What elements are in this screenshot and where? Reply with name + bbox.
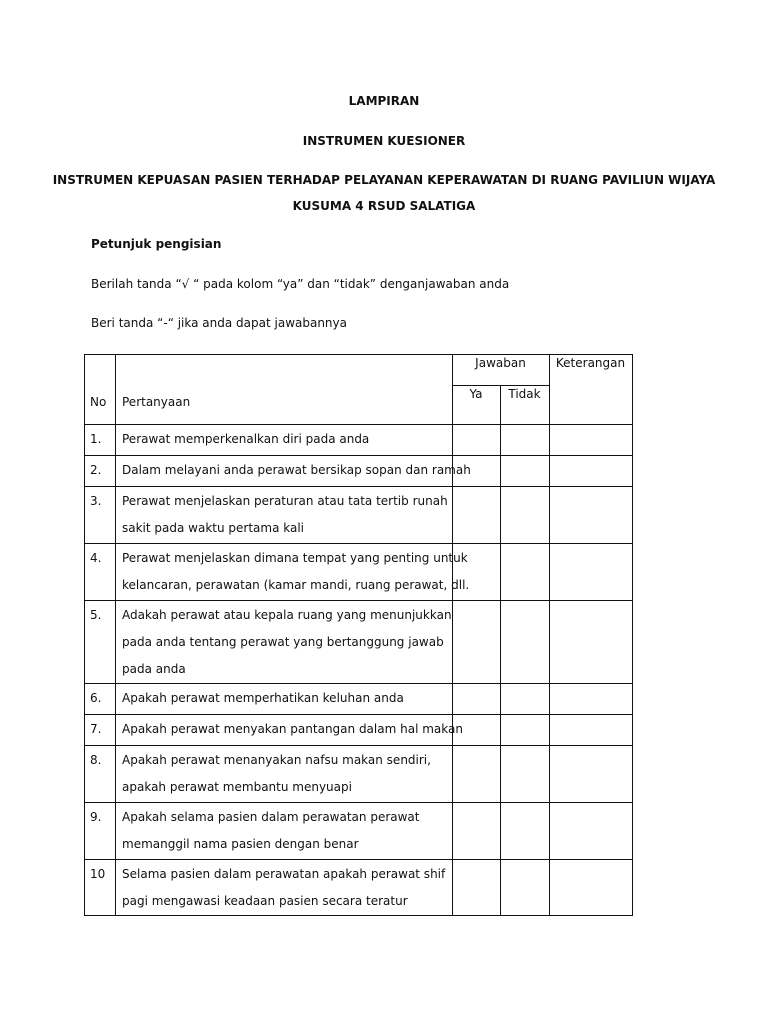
header-no: No [90, 395, 107, 409]
header-notes: Keterangan [555, 356, 626, 370]
question-text-4-line-2: kelancaran, perawatan (kamar mandi, ruang perawat, dll. [122, 578, 470, 592]
table-border-left [84, 354, 85, 916]
header-answer: Jawaban [475, 356, 526, 370]
question-text-10-line-2: pagi mengawasi keadaan pasien secara teratur [122, 894, 408, 908]
answer-cell-yes-10[interactable] [453, 860, 500, 915]
answer-cell-yes-2[interactable] [453, 456, 500, 486]
answer-cell-no-2[interactable] [501, 456, 549, 486]
answer-cell-no-1[interactable] [501, 425, 549, 455]
question-text-9-line-2: memanggil nama pasien dengan benar [122, 837, 359, 851]
answer-cell-notes-9[interactable] [550, 803, 632, 859]
question-text-3-line-1: Perawat menjelaskan peraturan atau tata tertib runah [122, 494, 448, 508]
doc-heading-line-1: INSTRUMEN KEPUASAN PASIEN TERHADAP PELAYANAN KEPERAWATAN DI RUANG PAVILIUN WIJAYA [52, 173, 716, 187]
answer-cell-yes-9[interactable] [453, 803, 500, 859]
row-number-3: 3. [90, 494, 102, 508]
instructions-label: Petunjuk pengisian [91, 237, 222, 251]
answer-cell-no-6[interactable] [501, 684, 549, 714]
instruction-line-1: Berilah tanda “√ “ pada kolom “ya” dan “tidak” denganjawaban anda [91, 277, 510, 291]
table-border-right [632, 354, 633, 916]
answer-cell-notes-10[interactable] [550, 860, 632, 915]
answer-cell-no-10[interactable] [501, 860, 549, 915]
row-number-4: 4. [90, 551, 102, 565]
answer-cell-notes-7[interactable] [550, 715, 632, 745]
answer-cell-yes-3[interactable] [453, 487, 500, 543]
answer-cell-no-9[interactable] [501, 803, 549, 859]
question-text-8-line-1: Apakah perawat menanyakan nafsu makan sendiri, [122, 753, 431, 767]
answer-cell-no-4[interactable] [501, 544, 549, 600]
question-text-5-line-1: Adakah perawat atau kepala ruang yang menunjukkan [122, 608, 452, 622]
answer-cell-no-5[interactable] [501, 601, 549, 683]
answer-cell-notes-5[interactable] [550, 601, 632, 683]
column-rule-question [115, 354, 116, 916]
row-number-1: 1. [90, 432, 102, 446]
answer-cell-no-8[interactable] [501, 746, 549, 802]
question-text-4-line-1: Perawat menjelaskan dimana tempat yang penting untuk [122, 551, 468, 565]
row-rule-10 [84, 915, 633, 916]
answer-cell-no-3[interactable] [501, 487, 549, 543]
question-text-8-line-2: apakah perawat membantu menyuapi [122, 780, 352, 794]
question-text-6-line-1: Apakah perawat memperhatikan keluhan anda [122, 691, 404, 705]
doc-title: LAMPIRAN [348, 94, 420, 108]
answer-cell-yes-8[interactable] [453, 746, 500, 802]
question-text-1-line-1: Perawat memperkenalkan diri pada anda [122, 432, 370, 446]
answer-cell-yes-1[interactable] [453, 425, 500, 455]
answer-cell-notes-4[interactable] [550, 544, 632, 600]
answer-cell-notes-3[interactable] [550, 487, 632, 543]
question-text-5-line-3: pada anda [122, 662, 186, 676]
question-text-7-line-1: Apakah perawat menyakan pantangan dalam hal makan [122, 722, 463, 736]
row-number-10: 10 [90, 867, 106, 881]
answer-subheader-rule [452, 385, 550, 386]
question-text-10-line-1: Selama pasien dalam perawatan apakah perawat shif [122, 867, 446, 881]
answer-cell-notes-6[interactable] [550, 684, 632, 714]
row-number-5: 5. [90, 608, 102, 622]
header-yes: Ya [469, 387, 483, 401]
question-text-5-line-2: pada anda tentang perawat yang bertanggung jawab [122, 635, 444, 649]
row-number-8: 8. [90, 753, 102, 767]
row-number-9: 9. [90, 810, 102, 824]
header-no-answer: Tidak [508, 387, 541, 401]
row-number-6: 6. [90, 691, 102, 705]
row-number-2: 2. [90, 463, 102, 477]
answer-cell-yes-6[interactable] [453, 684, 500, 714]
question-text-2-line-1: Dalam melayani anda perawat bersikap sopan dan ramah [122, 463, 471, 477]
answer-cell-yes-7[interactable] [453, 715, 500, 745]
row-number-7: 7. [90, 722, 102, 736]
doc-heading-line-2: KUSUMA 4 RSUD SALATIGA [292, 199, 476, 213]
question-text-9-line-1: Apakah selama pasien dalam perawatan perawat [122, 810, 420, 824]
instruction-line-2: Beri tanda “-“ jika anda dapat jawabannya [91, 316, 347, 330]
answer-cell-no-7[interactable] [501, 715, 549, 745]
answer-cell-notes-2[interactable] [550, 456, 632, 486]
table-border-top [84, 354, 633, 355]
doc-subtitle: INSTRUMEN KUESIONER [302, 134, 466, 148]
answer-cell-notes-8[interactable] [550, 746, 632, 802]
answer-cell-yes-4[interactable] [453, 544, 500, 600]
question-text-3-line-2: sakit pada waktu pertama kali [122, 521, 305, 535]
answer-cell-yes-5[interactable] [453, 601, 500, 683]
header-question: Pertanyaan [122, 395, 191, 409]
answer-cell-notes-1[interactable] [550, 425, 632, 455]
